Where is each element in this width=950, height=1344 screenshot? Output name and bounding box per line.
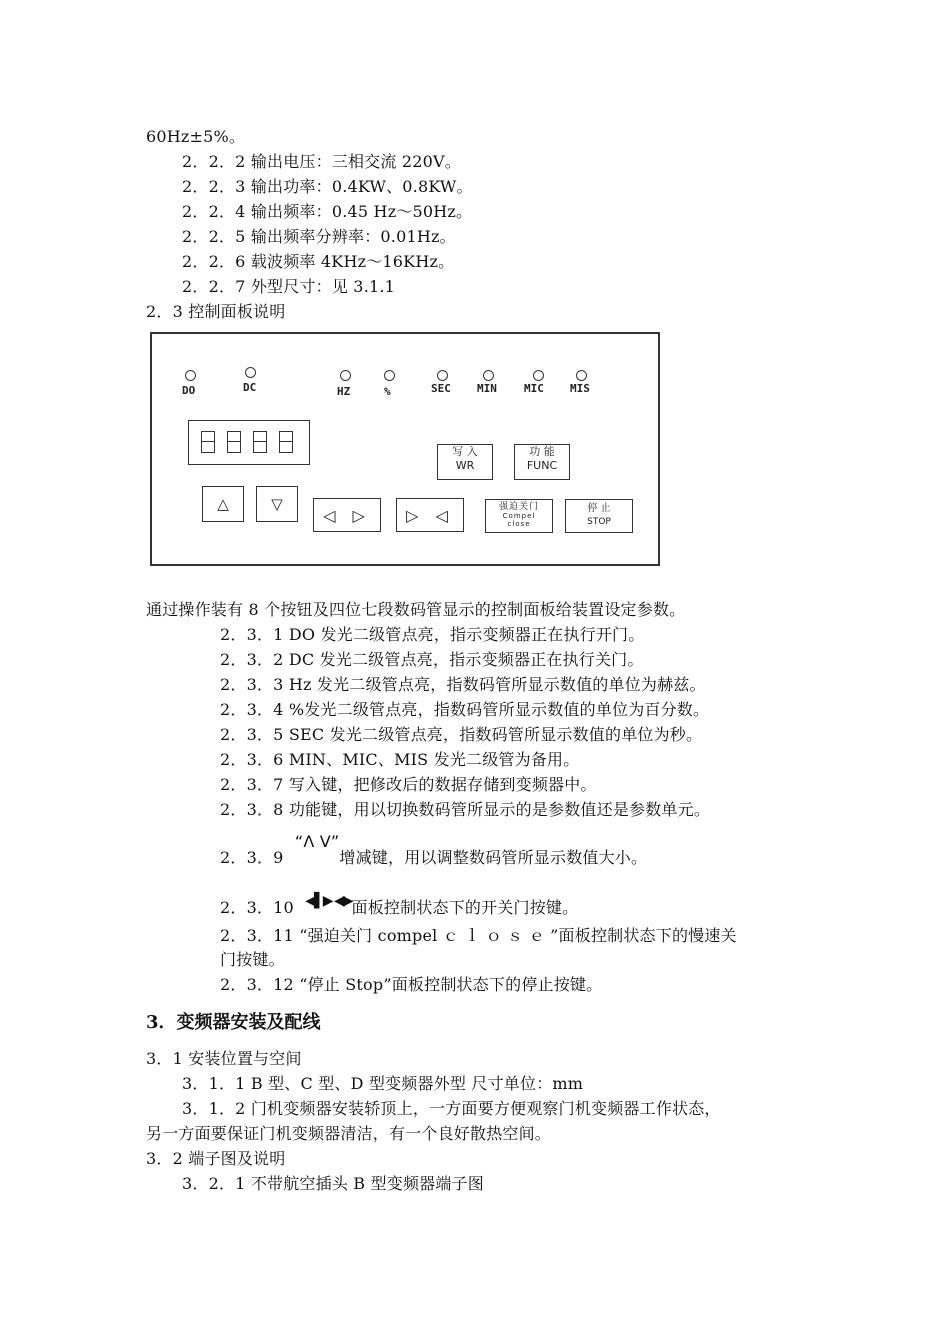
led-do-icon: [185, 370, 196, 381]
text-line: 2．2．5 输出频率分辨率：0.01Hz。: [182, 227, 456, 246]
text-line: 2．3．11 “强迫关门 compel ｃ ｌ ｏ ｓ ｅ ”面板控制状态下的慢速关: [220, 926, 737, 945]
stop-button: [565, 499, 633, 533]
led-hz-icon: [340, 370, 351, 381]
text-line: [220, 893, 579, 919]
text-line: 3．1．2 门机变频器安装轿顶上，一方面要方便观察门机变频器工作状态，: [182, 1099, 721, 1118]
compel-en-label: Compel: [502, 512, 536, 520]
text-line: 2．3．7 写入键，把修改后的数据存储到变频器中。: [220, 775, 597, 794]
down-button: ▽: [256, 486, 298, 522]
text-line: 通过操作装有 8 个按钮及四位七段数码管显示的控制面板给装置设定参数。: [146, 600, 686, 619]
func-en-label: FUNC: [526, 459, 558, 472]
text-line: 2．3．12 “停止 Stop”面板控制状态下的停止按键。: [220, 975, 603, 994]
led-mic-icon: [533, 370, 544, 381]
led-label: DO: [182, 384, 196, 397]
write-button: [437, 444, 493, 480]
text-line: 2．2．6 载波频率 4KHz～16KHz。: [182, 252, 455, 271]
text-line: 3．1 安装位置与空间: [146, 1049, 302, 1068]
function-button: [514, 444, 570, 480]
led-percent-icon: [384, 370, 395, 381]
stop-cn-label: 停 止: [587, 503, 611, 514]
item-number: 2．3．9: [220, 848, 284, 867]
text-line: 60Hz±5%。: [146, 127, 246, 146]
led-label: %: [384, 385, 391, 398]
led-min-icon: [483, 370, 494, 381]
compel-cn-label: 强迫关门: [498, 502, 539, 512]
text-line: 2．3．4 %发光二级管点亮，指数码管所显示数值的单位为百分数。: [220, 700, 710, 719]
item-number: 2．3．10: [220, 898, 294, 917]
led-sec-icon: [437, 370, 448, 381]
stop-en-label: STOP: [587, 517, 611, 527]
led-mis-icon: [576, 370, 587, 381]
text-line: 3．1．1 B 型、C 型、D 型变频器外型 尺寸单位：mm: [182, 1074, 584, 1093]
digit-icon: [253, 431, 267, 453]
text-line: 2．3．3 Hz 发光二级管点亮，指数码管所显示数值的单位为赫兹。: [220, 675, 706, 694]
led-dc-icon: [245, 367, 256, 378]
open-close-symbol-icon: ◀▌▶ ◀▶: [305, 893, 352, 909]
section-title: 3．变频器安装及配线: [146, 1012, 321, 1033]
up-button: △: [202, 486, 244, 522]
close-en-label: close: [507, 520, 531, 528]
text-line: 2．2．2 输出电压：三相交流 220V。: [182, 152, 462, 171]
item-text: 面板控制状态下的开关门按键。: [351, 898, 579, 917]
write-en-label: WR: [455, 459, 475, 472]
up-down-symbol-icon: “Λ V”: [294, 832, 340, 851]
led-label: MIC: [524, 382, 544, 395]
text-line: 3．2 端子图及说明: [146, 1149, 286, 1168]
left-right-button: ◁ ▷: [313, 498, 381, 532]
write-cn-label: 写 入: [452, 445, 478, 458]
text-line: 2．3．6 MIN、MIC、MIS 发光二级管为备用。: [220, 750, 580, 769]
text-line: [220, 832, 648, 868]
led-label: SEC: [431, 382, 451, 395]
text-line: 另一方面要保证门机变频器清洁，有一个良好散热空间。: [146, 1124, 552, 1143]
compel-close-button: [485, 499, 553, 533]
led-label: MIN: [477, 382, 497, 395]
led-label: HZ: [337, 385, 351, 398]
digit-icon: [227, 431, 241, 453]
seven-segment-display: [188, 420, 310, 465]
text-line: 3．2．1 不带航空插头 B 型变频器端子图: [182, 1174, 484, 1193]
digit-icon: [279, 431, 293, 453]
func-cn-label: 功 能: [529, 445, 555, 458]
item-text: 增减键，用以调整数码管所显示数值大小。: [339, 848, 648, 867]
text-line: 2．2．3 输出功率：0.4KW、0.8KW。: [182, 177, 473, 196]
text-line: 门按键。: [220, 950, 285, 969]
right-left-button: ▷ ◁: [396, 498, 464, 532]
text-line: 2．3．8 功能键，用以切换数码管所显示的是参数值还是参数单元。: [220, 800, 711, 819]
section-heading: 2．3 控制面板说明: [146, 302, 286, 321]
text-line: 2．3．1 DO 发光二级管点亮，指示变频器正在执行开门。: [220, 625, 645, 644]
led-label: MIS: [570, 382, 590, 395]
led-label: DC: [243, 381, 257, 394]
text-line: 2．2．7 外型尺寸：见 3.1.1: [182, 277, 396, 296]
control-panel-diagram: [150, 332, 660, 566]
text-line: 2．3．5 SEC 发光二级管点亮，指数码管所显示数值的单位为秒。: [220, 725, 703, 744]
digit-icon: [201, 431, 215, 453]
text-line: 2．2．4 输出频率：0.45 Hz～50Hz。: [182, 202, 473, 221]
text-line: 2．3．2 DC 发光二级管点亮，指示变频器正在执行关门。: [220, 650, 644, 669]
